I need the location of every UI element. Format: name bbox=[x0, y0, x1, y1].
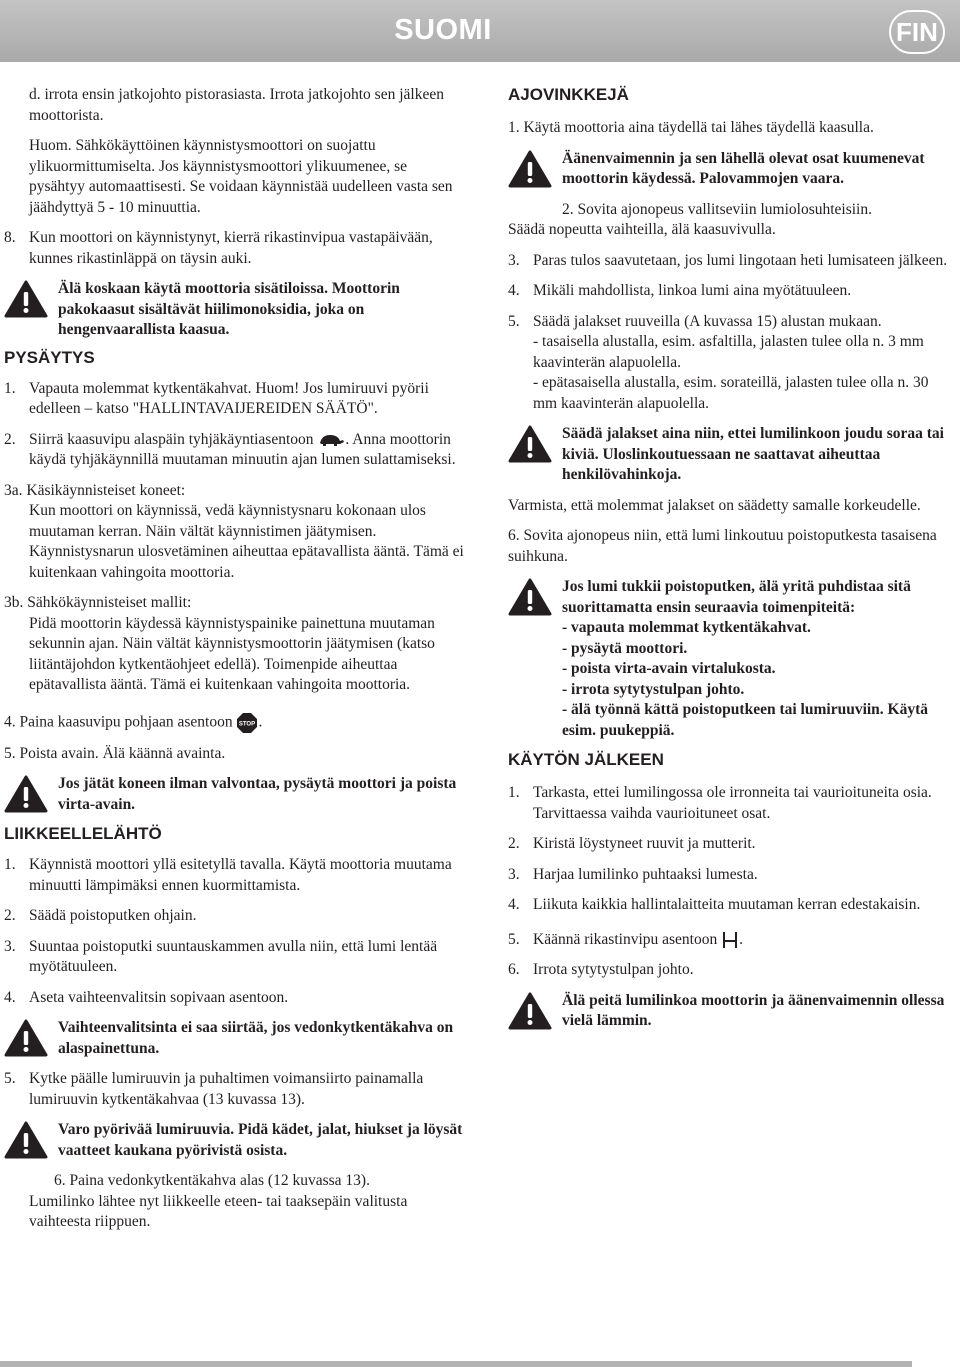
page-title: SUOMI bbox=[394, 14, 492, 46]
step-text: Suuntaa poistoputki suuntauskammen avulla niin, että lumi lentää myötätuuleen. bbox=[29, 937, 438, 975]
after-step-2 bbox=[508, 834, 956, 855]
tip-5-uneven: - epätasaisella alustalla, esim. sorateillä, jalasten tulee olla n. 30 mm kaavinterän alapuolella. bbox=[533, 374, 929, 412]
warning-text: Jos lumi tukkii poistoputken, älä yritä puhdistaa sitä suorittamatta ensin seuraavia toimenpiteitä: bbox=[562, 578, 911, 616]
step-text-end: . bbox=[258, 713, 263, 731]
step-number: 2. bbox=[4, 430, 16, 448]
step-number: 4. bbox=[508, 282, 520, 299]
warning-triangle-icon bbox=[508, 578, 552, 616]
step-3b-heading: 3b. Sähkökäynnisteiset mallit: bbox=[4, 594, 192, 611]
warning-triangle-icon bbox=[508, 425, 552, 463]
footer-divider bbox=[0, 1361, 912, 1367]
drive-step-6: 6. Paina vedonkytkentäkahva alas (12 kuvassa 13). bbox=[54, 1172, 370, 1189]
step-number: 1. bbox=[508, 784, 520, 801]
tip-1: 1. Käytä moottoria aina täydellä tai lähes täydellä kaasulla. bbox=[508, 119, 874, 136]
left-column bbox=[4, 82, 464, 1233]
drive-step-4 bbox=[4, 988, 464, 1009]
warning-muffler-hot bbox=[508, 149, 956, 190]
step-number: 4. bbox=[508, 896, 520, 913]
stop-step-1 bbox=[4, 379, 464, 420]
warning-triangle-icon bbox=[4, 280, 48, 318]
step-number: 1. bbox=[4, 856, 16, 873]
step-text: Kun moottori on käynnistynyt, kierrä rikastinvipua vastapäivään, kunnes rikastinläppä on täysin auki. bbox=[29, 229, 433, 267]
paragraph-d: d. irrota ensin jatkojohto pistorasiasta. Irrota jatkojohto sen jälkeen moottorista. bbox=[29, 86, 444, 124]
step-text: Tarkasta, ettei lumilingossa ole irronneita tai vaurioituneita osia. Tarvittaessa vaihda vaurioituneet osat. bbox=[533, 784, 932, 822]
step-number: 5. bbox=[4, 1070, 16, 1087]
warning-list-item: - irrota sytytystulpan johto. bbox=[562, 680, 745, 698]
step-text: Mikäli mahdollista, linkoa lumi aina myötätuuleen. bbox=[533, 282, 852, 299]
step-number: 1. bbox=[4, 379, 16, 397]
warning-list-item: - pysäytä moottori. bbox=[562, 639, 688, 657]
warning-gear-selector bbox=[4, 1018, 464, 1059]
warning-list-item: - vapauta molemmat kytkentäkahvat. bbox=[562, 619, 811, 636]
step-number: 2. bbox=[508, 835, 520, 852]
tip-3 bbox=[508, 251, 956, 272]
tip-5-flat: - tasaisella alustalla, esim. asfaltilla, jalasten tulee olla n. 3 mm kaavinterän alapuolella. bbox=[533, 333, 924, 371]
step-text: Paras tulos saavutetaan, jos lumi lingotaan heti lumisateen jälkeen. bbox=[533, 251, 948, 269]
warning-clogged-chute bbox=[508, 577, 956, 741]
stop-sign-icon bbox=[236, 712, 258, 734]
step-number: 8. bbox=[4, 229, 16, 246]
warning-text: Vaihteenvalitsinta ei saa siirtää, jos vedonkytkentäkahva on alaspainettuna. bbox=[58, 1019, 454, 1057]
step-text: Kiristä löystyneet ruuvit ja mutterit. bbox=[533, 835, 756, 852]
heading-pysaytys: PYSÄYTYS bbox=[4, 347, 95, 367]
step-text: Irrota sytytystulpan johto. bbox=[533, 961, 694, 978]
warning-triangle-icon bbox=[508, 150, 552, 188]
right-column bbox=[508, 82, 956, 1032]
warning-triangle-icon bbox=[4, 775, 48, 813]
step-number: 3. bbox=[508, 251, 520, 269]
step-3b-body: Pidä moottorin käydessä käynnistyspainike painettuna muutaman sekunnin ajan. Näin vältät käynnistysmoottorin jäätymisen (katso liitäntäjohdon kytkentäohjeet edellä). Toimenpide aiheuttaa epätavallista ääntä. Tämä ei kuitenkaan vahingoita moottoria. bbox=[29, 614, 435, 693]
step-8 bbox=[4, 228, 464, 269]
warning-rotating-auger bbox=[4, 1120, 464, 1161]
choke-symbol-icon bbox=[721, 930, 739, 950]
page-header bbox=[0, 0, 960, 62]
step-number: 4. bbox=[4, 988, 16, 1006]
heading-kayton-jalkeen: KÄYTÖN JÄLKEEN bbox=[508, 750, 664, 769]
step-text: Käännä rikastinvipu asentoon bbox=[533, 930, 718, 948]
warning-triangle-icon bbox=[508, 992, 552, 1030]
step-3a-heading: 3a. Käsikäynnisteiset koneet: bbox=[4, 481, 186, 499]
warning-triangle-icon bbox=[4, 1121, 48, 1159]
after-step-3 bbox=[508, 865, 956, 886]
warning-cover-hot bbox=[508, 991, 956, 1032]
step-text: 4. Paina kaasuvipu pohjaan asentoon bbox=[4, 713, 233, 731]
tip-2-cont: Säädä nopeutta vaihteilla, älä kaasuvivulla. bbox=[508, 221, 776, 238]
warning-skids-gravel bbox=[508, 424, 956, 486]
after-step-4 bbox=[508, 895, 956, 916]
step-text: Liikuta kaikkia hallintalaitteita muutaman kerran edestakaisin. bbox=[533, 896, 921, 913]
drive-step-6-cont: Lumilinko lähtee nyt liikkeelle eteen- tai taaksepäin valitusta vaihteesta riippuen. bbox=[29, 1192, 408, 1230]
warning-list-item: - älä työnnä kättä poistoputkeen tai lumiruuviin. Käytä esim. puukeppiä. bbox=[562, 701, 929, 739]
step-number: 6. bbox=[508, 961, 520, 978]
warning-triangle-icon bbox=[4, 1019, 48, 1057]
after-step-5 bbox=[508, 930, 956, 951]
step-3a-body: Kun moottori on käynnissä, vedä käynnistysnaru kokonaan ulos muutaman kerran. Näin vältät käynnistimen jäätymisen. Käynnistysnarun ulosvetäminen aiheuttaa epätavallista ääntä. Tämä ei kuitenkaan vahingoita moottoria. bbox=[29, 502, 464, 581]
warning-text: Varo pyörivää lumiruuvia. Pidä kädet, jalat, hiukset ja löysät vaatteet kaukana pyörivistä osista. bbox=[58, 1121, 463, 1159]
step-text: Säädä jalakset ruuveilla (A kuvassa 15) alustan mukaan. bbox=[533, 312, 882, 330]
paragraph-varmista: Varmista, että molemmat jalakset on säädetty samalle korkeudelle. bbox=[508, 496, 921, 514]
tip-2: 2. Sovita ajonopeus vallitseviin lumiolosuhteisiin. bbox=[562, 200, 872, 218]
heading-liikkeellelahto: LIIKKEELLELÄHTÖ bbox=[4, 824, 162, 843]
warning-text: Äänenvaimennin ja sen lähellä olevat osat kuumenevat moottorin käydessä. Palovammojen vaara. bbox=[562, 149, 925, 187]
warning-text: Älä peitä lumilinkoa moottorin ja äänenvaimennin ollessa vielä lämmin. bbox=[562, 991, 945, 1029]
step-text: Säädä poistoputken ohjain. bbox=[29, 907, 197, 924]
step-number: 5. bbox=[508, 930, 520, 948]
drive-step-3 bbox=[4, 937, 464, 978]
turtle-icon bbox=[317, 433, 345, 447]
step-text: Aseta vaihteenvalitsin sopivaan asentoon. bbox=[29, 988, 289, 1006]
tip-5 bbox=[508, 312, 956, 333]
step-number: 2. bbox=[4, 907, 16, 924]
stop-step-4 bbox=[4, 712, 464, 734]
stop-sign-label: STOP bbox=[239, 721, 256, 727]
heading-ajovinkkeja: AJOVINKKEJÄ bbox=[508, 85, 629, 104]
paragraph-huom: Huom. Sähkökäyttöinen käynnistysmoottori on suojattu ylikuormittumiselta. Jos käynnistysmoottori ylikuumenee, se pysähtyy automaattisesti. Se voidaan käynnistää uudelleen vasta sen jäähdyttyä 5 - 10 minuuttia. bbox=[29, 137, 453, 216]
drive-step-2 bbox=[4, 906, 464, 927]
warning-unattended bbox=[4, 774, 464, 815]
after-step-6 bbox=[508, 960, 956, 981]
step-text-cont: . Anna moottorin käydä tyhjäkäynnillä muutaman minuutin ajan lumen sulattamiseksi. bbox=[29, 430, 456, 468]
step-text: Kytke päälle lumiruuvin ja puhaltimen voimansiirto painamalla lumiruuvin kytkentäkahvaa (13 kuvassa 13). bbox=[29, 1070, 424, 1108]
warning-indoor bbox=[4, 279, 464, 341]
step-number: 3. bbox=[4, 937, 16, 955]
after-step-1 bbox=[508, 783, 956, 824]
step-number: 3. bbox=[508, 865, 520, 883]
step-text: Käynnistä moottori yllä esitetyllä tavalla. Käytä moottoria muutama minuutti lämpimäksi ennen kuormittamista. bbox=[29, 856, 452, 894]
drive-step-5 bbox=[4, 1069, 464, 1110]
language-badge: FIN bbox=[889, 10, 945, 54]
stop-step-2 bbox=[4, 430, 464, 471]
step-text: Siirrä kaasuvipu alaspäin tyhjäkäyntiasentoon bbox=[29, 430, 314, 448]
step-text: Harjaa lumilinko puhtaaksi lumesta. bbox=[533, 865, 758, 883]
warning-text: Älä koskaan käytä moottoria sisätiloissa. Moottorin pakokaasut sisältävät hiilimonoksidia, joka on hengenvaarallista kaasua. bbox=[58, 280, 400, 338]
step-text: Vapauta molemmat kytkentäkahvat. Huom! Jos lumiruuvi pyörii edelleen – katso "HALLINTAVAIJEREIDEN SÄÄTÖ". bbox=[29, 379, 429, 417]
warning-list-item: - poista virta-avain virtalukosta. bbox=[562, 660, 776, 677]
step-text-end: . bbox=[739, 930, 743, 948]
tip-4 bbox=[508, 281, 956, 302]
stop-step-5: 5. Poista avain. Älä käännä avainta. bbox=[4, 744, 226, 762]
step-number: 5. bbox=[508, 312, 520, 330]
tip-6: 6. Sovita ajonopeus niin, että lumi linkoutuu poistoputkesta tasaisena suihkuna. bbox=[508, 527, 937, 565]
warning-text: Jos jätät koneen ilman valvontaa, pysäytä moottori ja poista virta-avain. bbox=[58, 775, 457, 813]
drive-step-1 bbox=[4, 855, 464, 896]
warning-text: Säädä jalakset aina niin, ettei lumilinkoon joudu soraa tai kiviä. Uloslinkoutuessaan ne saattavat aiheuttaa henkilövahinkoja. bbox=[562, 425, 944, 483]
